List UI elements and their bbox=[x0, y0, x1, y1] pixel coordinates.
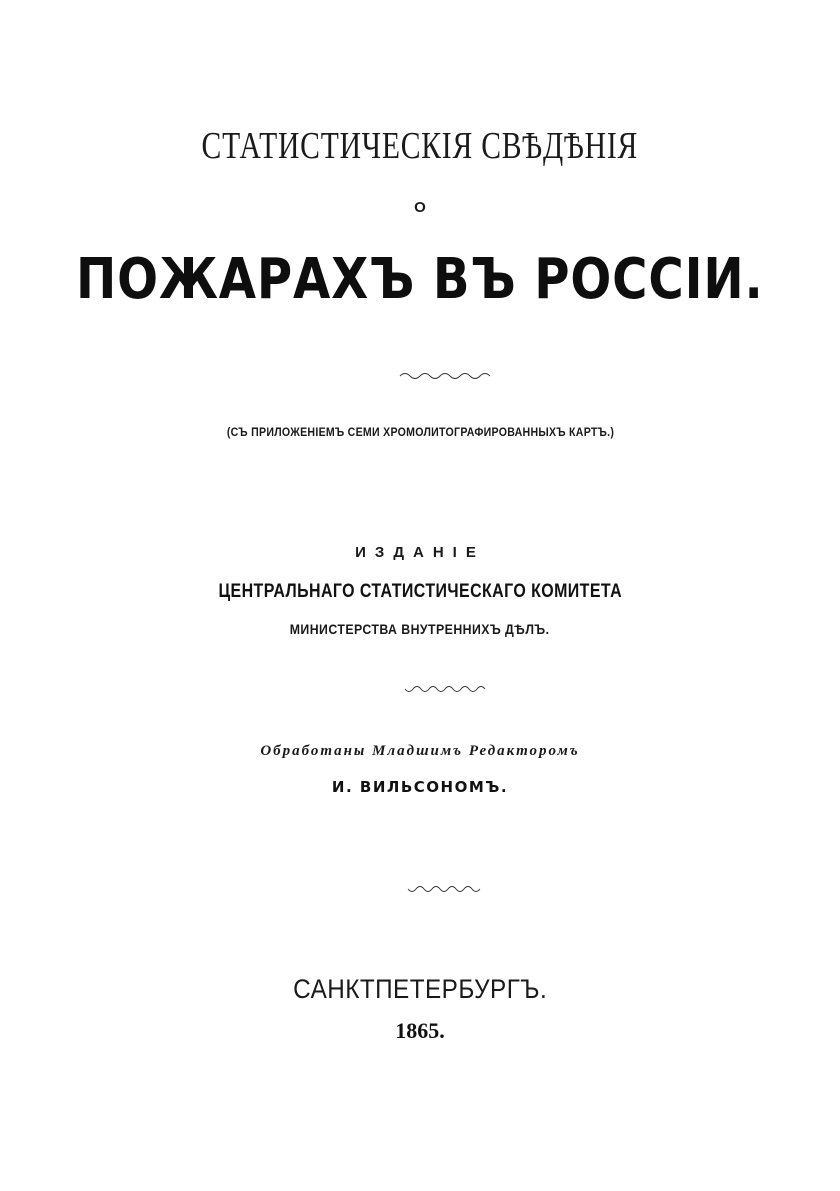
main-title bbox=[0, 247, 840, 312]
author-name: И. ВИЛЬСОНОМЪ. bbox=[331, 778, 509, 796]
ornament-divider bbox=[0, 883, 840, 895]
edition-label: ИЗДАНІЕ bbox=[355, 544, 485, 561]
edited-by: Обработаны Младшимъ Редакторомъ bbox=[260, 743, 580, 759]
subtitle-text: (СЪ ПРИЛОЖЕНІЕМЪ СЕМИ ХРОМОЛИТОГРАФИРОВАННЫХЪ КАРТЪ.) bbox=[226, 427, 614, 439]
ornament-divider bbox=[0, 683, 840, 695]
title-line bbox=[0, 127, 840, 165]
title-line-text: СТАТИСТИЧЕСКІЯ СВѢДѢНІЯ bbox=[201, 125, 639, 167]
imprint-year: 1865. bbox=[395, 1018, 445, 1043]
committee-name-text: ЦЕНТРАЛЬНАГО СТАТИСТИЧЕСКАГО КОМИТЕТА bbox=[218, 581, 622, 602]
title-connector: О bbox=[414, 199, 426, 216]
ministry-name-text: МИНИСТЕРСТВА ВНУТРЕННИХЪ ДѢЛЪ. bbox=[290, 621, 550, 637]
ministry-name bbox=[0, 622, 840, 636]
imprint-city bbox=[0, 976, 840, 1003]
committee-name bbox=[0, 582, 840, 601]
main-title-text: ПОЖАРАХЪ ВЪ РОССІИ. bbox=[76, 247, 764, 312]
subtitle bbox=[0, 428, 840, 440]
ornament-divider bbox=[0, 370, 840, 382]
imprint-city-text: САНКТПЕТЕРБУРГЪ. bbox=[292, 974, 548, 1004]
